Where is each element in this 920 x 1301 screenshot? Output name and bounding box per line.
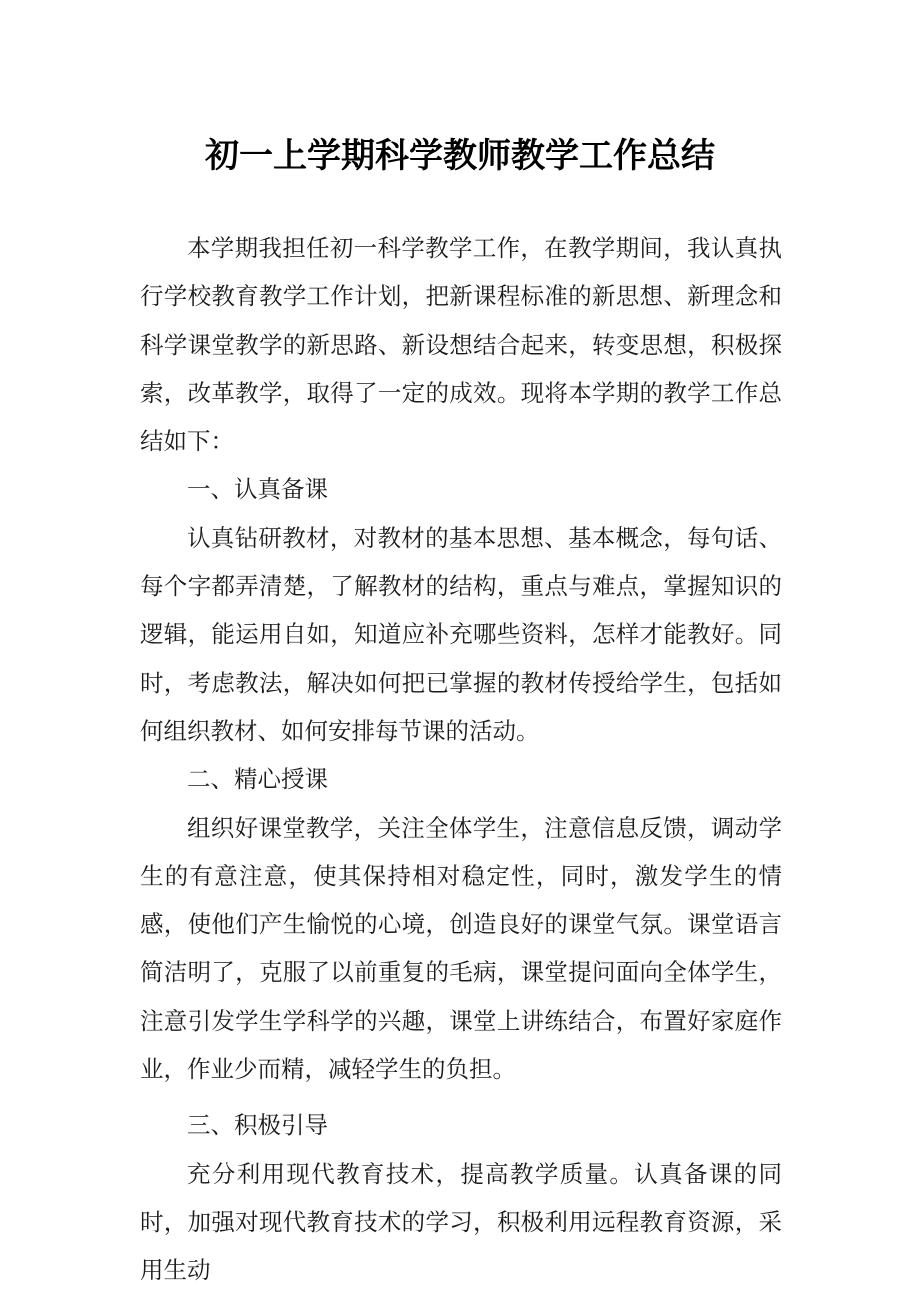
paragraph-section-2: 组织好课堂教学，关注全体学生，注意信息反馈，调动学生的有意注意，使其保持相对稳定性，同时，激发学生的情感，使他们产生愉悦的心境，创造良好的课堂气氛。课堂语言简洁明了，克服了以前重复的毛病，课堂提问面向全体学生，注意引发学生学科学的兴趣，课堂上讲练结合，布置好家庭作业，作业少而精，减轻学生的负担。 <box>140 813 782 1084</box>
document-body <box>140 224 782 1295</box>
section-heading-2: 二、精心授课 <box>187 765 328 794</box>
paragraph-intro: 本学期我担任初一科学教学工作，在教学期间，我认真执行学校教育教学工作计划，把新课程标准的新思想、新理念和科学课堂教学的新思路、新设想结合起来，转变思想，积极探索，改革教学，取得了一定的成效。现将本学期的教学工作总结如下： <box>140 234 782 456</box>
section-heading-1: 一、认真备课 <box>187 475 328 504</box>
section-heading-3: 三、积极引导 <box>187 1111 328 1140</box>
paragraph-section-1: 认真钻研教材，对教材的基本思想、基本概念，每句话、每个字都弄清楚，了解教材的结构，重点与难点，掌握知识的逻辑，能运用自如，知道应补充哪些资料，怎样才能教好。同时，考虑教法，解决如何把已掌握的教材传授给学生，包括如何组织教材、如何安排每节课的活动。 <box>140 523 782 745</box>
paragraph-section-3: 充分利用现代教育技术，提高教学质量。认真备课的同时，加强对现代教育技术的学习，积极利用远程教育资源，采用生动 <box>140 1159 782 1285</box>
document-title: 初一上学期科学教师教学工作总结 <box>205 136 715 176</box>
